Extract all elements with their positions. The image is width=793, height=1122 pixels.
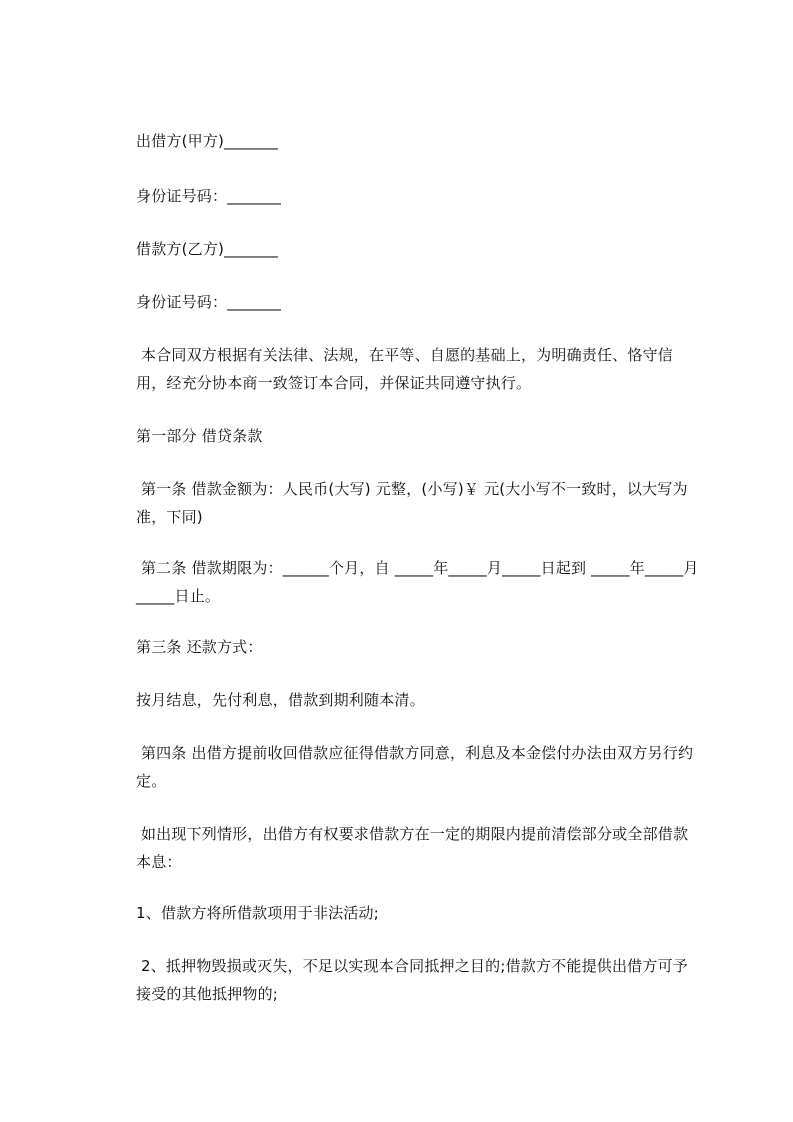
- section-heading: 第一部分 借贷条款: [136, 427, 263, 445]
- condition-2-item: 2、抵押物毁损或灭失，不足以实现本合同抵押之目的;借款方不能提供出借方可予接受的其他抵押物的;: [136, 957, 688, 1003]
- article-3-heading: 第三条 还款方式：: [136, 638, 263, 656]
- borrower-line: 借款方(乙方)_______: [136, 240, 279, 258]
- early-repayment-paragraph: 如出现下列情形，出借方有权要求借款方在一定的期限内提前清偿部分或全部借款本息：: [136, 825, 689, 871]
- borrower-id-line: 身份证号码：_______: [136, 293, 282, 311]
- article-2-paragraph: 第二条 借款期限为：______个月，自 _____年_____月_____日起到 _____年_____月_____日止。: [136, 559, 699, 605]
- lender-line: 出借方(甲方)_______: [136, 132, 279, 150]
- repayment-method-paragraph: 按月结息，先付利息，借款到期利随本清。: [136, 691, 425, 709]
- lender-id-line: 身份证号码：_______: [136, 187, 282, 205]
- article-1-paragraph: 第一条 借款金额为：人民币(大写) 元整，(小写)￥ 元(大小写不一致时，以大写为准，下同): [136, 480, 688, 526]
- condition-1-item: 1、借款方将所借款项用于非法活动;: [136, 904, 379, 922]
- preamble-paragraph: 本合同双方根据有关法律、法规，在平等、自愿的基础上，为明确责任、恪守信用，经充分协本商一致签订本合同，并保证共同遵守执行。: [136, 346, 673, 392]
- article-4-paragraph: 第四条 出借方提前收回借款应征得借款方同意，利息及本金偿付办法由双方另行约定。: [136, 744, 694, 790]
